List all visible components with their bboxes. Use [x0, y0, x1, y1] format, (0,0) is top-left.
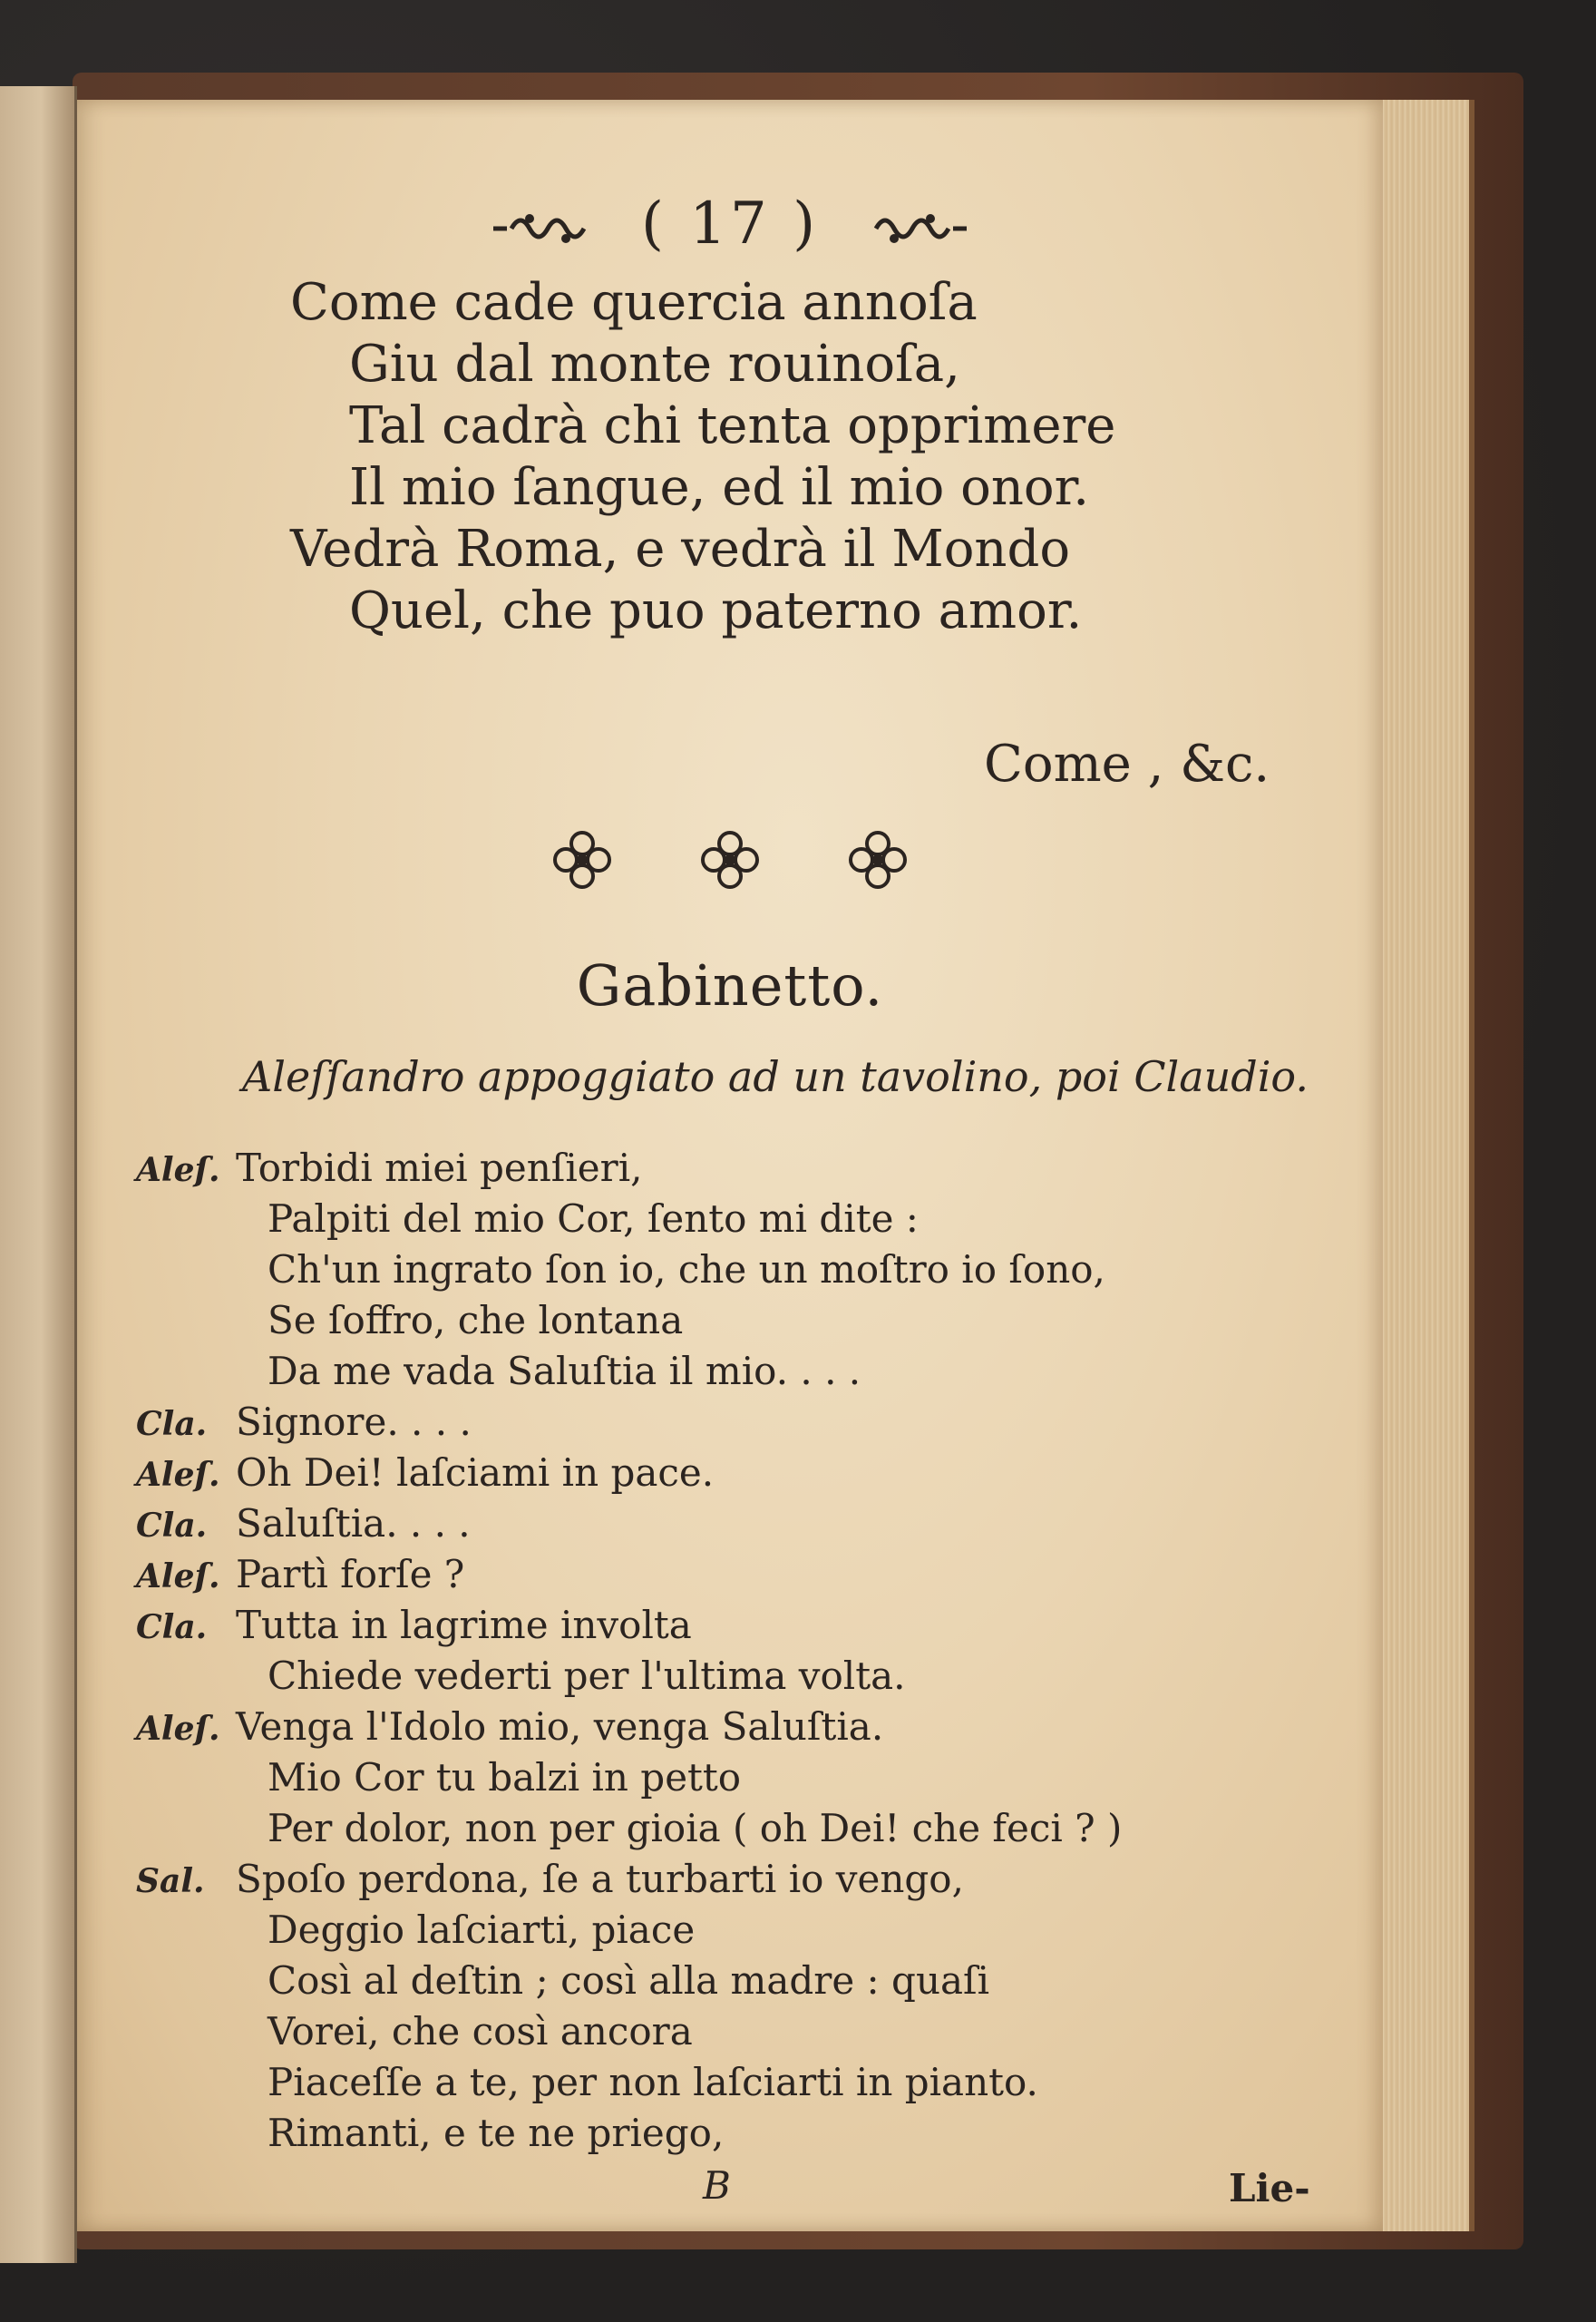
dialogue-text: Piaceſſe a te, per non laſciarti in pianto. — [268, 2060, 1038, 2104]
dialogue-line — [136, 1905, 1333, 1956]
speaker-label: Cla. — [136, 1507, 208, 1545]
dialogue-text: Venga l'Idolo mio, venga Saluſtia. — [236, 1704, 884, 1749]
dialogue-text: Saluſtia. . . . — [236, 1501, 471, 1546]
catchword: Lie- — [1229, 2166, 1310, 2210]
speaker-label: Sal. — [136, 1862, 205, 1900]
page-number: ( 17 ) — [640, 190, 820, 258]
fleuron-icon — [694, 824, 766, 896]
dialogue-text: Palpiti del mio Cor, ſento mi dite : — [268, 1196, 919, 1241]
speaker-label: Aleſ. — [136, 1557, 220, 1595]
speaker-label: Cla. — [136, 1608, 208, 1646]
dialogue-text: Partì forſe ? — [236, 1552, 465, 1596]
dialogue-line — [136, 1397, 1333, 1448]
dialogue-text: Vorei, che così ancora — [268, 2009, 693, 2054]
dialogue-text: Spoſo perdona, ſe a turbarti io vengo, — [236, 1857, 964, 1901]
speaker-label: Cla. — [136, 1405, 208, 1443]
dialogue-text: Tutta in lagrime involta — [236, 1603, 692, 1647]
section-ornaments — [77, 816, 1383, 896]
scene-title: Gabinetto. — [576, 952, 884, 1019]
speaker-label: Aleſ. — [136, 1710, 220, 1748]
dialogue-text: Mio Cor tu balzi in petto — [268, 1755, 742, 1800]
dialogue-line — [136, 1244, 1333, 1295]
left-header-ornament-icon — [489, 206, 598, 251]
right-header-ornament-icon — [862, 206, 971, 251]
verse-line: Giu dal monte rouinoſa, — [349, 335, 960, 394]
dialogue-line — [136, 2057, 1333, 2108]
page-block-edge — [1378, 100, 1474, 2231]
dialogue-text: Oh Dei! laſciami in pace. — [236, 1450, 715, 1495]
book-page — [77, 100, 1383, 2231]
dialogue-line — [136, 1295, 1333, 1346]
speaker-label: Aleſ. — [136, 1151, 220, 1189]
aria-verse — [290, 272, 1333, 642]
dialogue-text: Rimanti, e te ne priego, — [268, 2111, 725, 2155]
dialogue-line — [136, 2108, 1333, 2159]
dialogue-line — [136, 1956, 1333, 2006]
dialogue-text: Per dolor, non per gioia ( oh Dei! che feci ? ) — [268, 1806, 1123, 1850]
dialogue-line — [136, 1803, 1333, 1854]
fleuron-icon — [546, 824, 618, 896]
dialogue-line — [136, 1854, 1333, 1905]
verse-line: Come cade quercia annoſa — [290, 273, 978, 332]
dialogue-line — [136, 1498, 1333, 1549]
dialogue-text: Così al deſtin ; così alla madre : quaſi — [268, 1958, 990, 2003]
dialogue-line — [136, 1194, 1333, 1244]
dialogue-text: Deggio laſciarti, piace — [268, 1907, 696, 1952]
dialogue-text: Torbidi miei penſieri, — [236, 1146, 643, 1190]
dialogue-text: Chiede vederti per l'ultima volta. — [268, 1654, 906, 1698]
signature-mark: B — [703, 2163, 731, 2208]
speaker-label: Aleſ. — [136, 1456, 220, 1494]
dialogue-line — [136, 1549, 1333, 1600]
dialogue-text: Da me vada Saluſtia il mio. . . . — [268, 1349, 861, 1393]
dialogue-line — [136, 1600, 1333, 1651]
dialogue-text: Ch'un ingrato ſon io, che un moſtro io ſono, — [268, 1247, 1105, 1292]
dialogue-line — [136, 1448, 1333, 1498]
page-header — [77, 190, 1383, 258]
verse-line: Il mio ſangue, ed il mio onor. — [349, 458, 1090, 517]
fleuron-icon — [842, 824, 914, 896]
left-page-edge — [0, 86, 77, 2263]
dialogue-line — [136, 1752, 1333, 1803]
dialogue-text: Se ſoffro, che lontana — [268, 1298, 684, 1342]
dialogue-line — [136, 2006, 1333, 2057]
verse-line: Tal cadrà chi tenta opprimere — [349, 396, 1116, 455]
verse-line: Quel, che puo paterno amor. — [349, 581, 1083, 640]
verse-line: Vedrà Roma, e vedrà il Mondo — [290, 520, 1071, 579]
verse-refrain: Come , &c. — [984, 735, 1270, 794]
dialogue-line — [136, 1651, 1333, 1702]
stage-direction: Aleſſandro appoggiato ad un tavolino, poi Claudio. — [242, 1052, 1309, 1101]
dialogue-line — [136, 1702, 1333, 1752]
dialogue-line — [136, 1143, 1333, 1194]
dialogue-text: Signore. . . . — [236, 1400, 472, 1444]
dialogue-line — [136, 1346, 1333, 1397]
dialogue-block — [136, 1143, 1333, 2159]
